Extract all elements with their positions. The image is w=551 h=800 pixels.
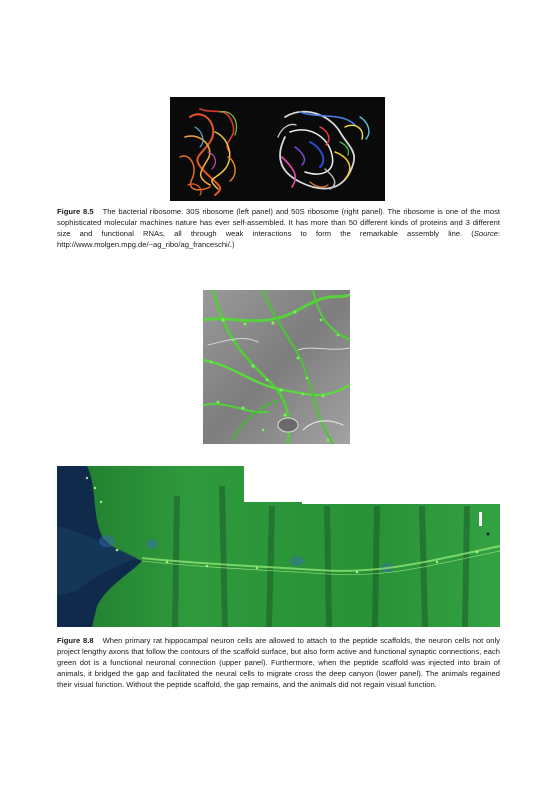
ribosome-figure-image (170, 97, 385, 201)
figure-8-5-source-label: Source (473, 229, 498, 238)
figure-8-8-label: Figure 8.8 (57, 636, 94, 645)
brain-tissue-lower-panel (57, 466, 500, 627)
figure-8-5-source-text: : http://www.molgen.mpg.de/~ag_ribo/ag_franceschi/.) (57, 229, 500, 249)
figure-8-5-caption-text: The bacterial ribosome. 30S ribosome (left panel) and 50S ribosome (right panel). The ribosome is one of the most sophisticated molecular machines nature has ever self-assembled. It has more than 50 different kinds of proteins and 3 different size and functional RNAs, all through weak interactions to form the remarkable assembly line. ( (57, 207, 501, 238)
figure-8-8-caption-text: When primary rat hippocampal neuron cells are allowed to attach to the peptide scaffolds, the neuron cells not only project lengthy axons that follow the contours of the scaffold surface, but also form active and functional synaptic connections, each green dot is a functional neuronal connection (upper panel). Furthermore, when the peptide scaffold was injected into brain of animals, it bridged the gap and facilitated the neural cells to migrate cross the deep canyon (lower panel). The animals regained their visual function. Without the peptide scaffold, the gap remains, and the animals did not regain visual function. (57, 636, 500, 689)
figure-8-8-caption (57, 635, 500, 690)
figure-8-5-label: Figure 8.5 (57, 207, 94, 216)
neuron-scaffold-upper-panel (203, 290, 350, 444)
figure-8-5-caption (57, 206, 500, 250)
